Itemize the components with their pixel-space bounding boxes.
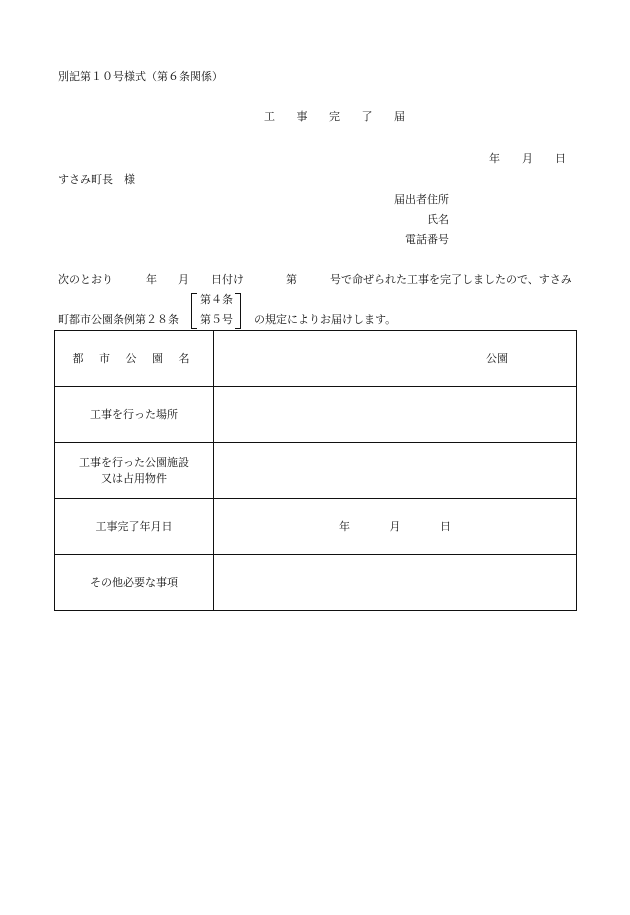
table-row [55,499,577,555]
bracket-right [235,293,241,329]
body-line1-prefix: 次のとおり [58,273,113,286]
applicant-phone-label: 電話番号 [405,233,449,246]
article-options-bracket [191,292,241,328]
body-line1-year: 年 [146,273,157,286]
completion-month: 月 [389,519,401,533]
facility-field[interactable] [214,443,577,499]
work-location-field[interactable] [214,387,577,443]
body-line2-suffix: の規定によりお届けします。 [254,313,397,326]
option-article-4: 第４条 [200,293,233,306]
table-row [55,555,577,611]
table-row [55,387,577,443]
other-matters-label: その他必要な事項 [55,555,214,611]
facility-label-line1: 工事を行った公園施設 [79,455,189,469]
page-title: 工 事 完 了 届 [264,110,414,123]
work-location-label: 工事を行った場所 [55,387,214,443]
body-line1-month: 月 [178,273,189,286]
park-suffix: 公園 [486,351,508,365]
completion-date-field[interactable] [214,499,577,555]
table-row [55,443,577,499]
body-line1-date: 日付け [211,273,244,286]
completion-day: 日 [440,519,451,533]
completion-date-label: 工事完了年月日 [55,499,214,555]
applicant-address-label: 届出者住所 [394,193,449,206]
form-number: 別記第１０号様式（第６条関係） [58,70,223,83]
date-month: 月 [522,152,533,165]
date-year: 年 [489,152,500,165]
body-line1-suffix: 号で命ぜられた工事を完了しましたので、すさみ [330,273,572,286]
table-row [55,331,577,387]
applicant-name-label: 氏名 [427,213,449,226]
bracket-left [191,293,197,329]
body-line1-no: 第 [286,273,297,286]
other-matters-field[interactable] [214,555,577,611]
body-line2-prefix: 町都市公園条例第２８条 [58,313,179,326]
park-name-label: 都 市 公 園 名 [55,331,214,387]
completion-form-table [54,330,577,611]
addressee: すさみ町長 様 [58,173,135,186]
completion-year: 年 [339,519,350,533]
date-day: 日 [555,152,566,165]
park-name-field[interactable] [214,331,577,387]
facility-label [55,443,214,499]
option-item-5: 第５号 [200,313,233,326]
facility-label-line2: 又は占用物件 [101,471,167,485]
